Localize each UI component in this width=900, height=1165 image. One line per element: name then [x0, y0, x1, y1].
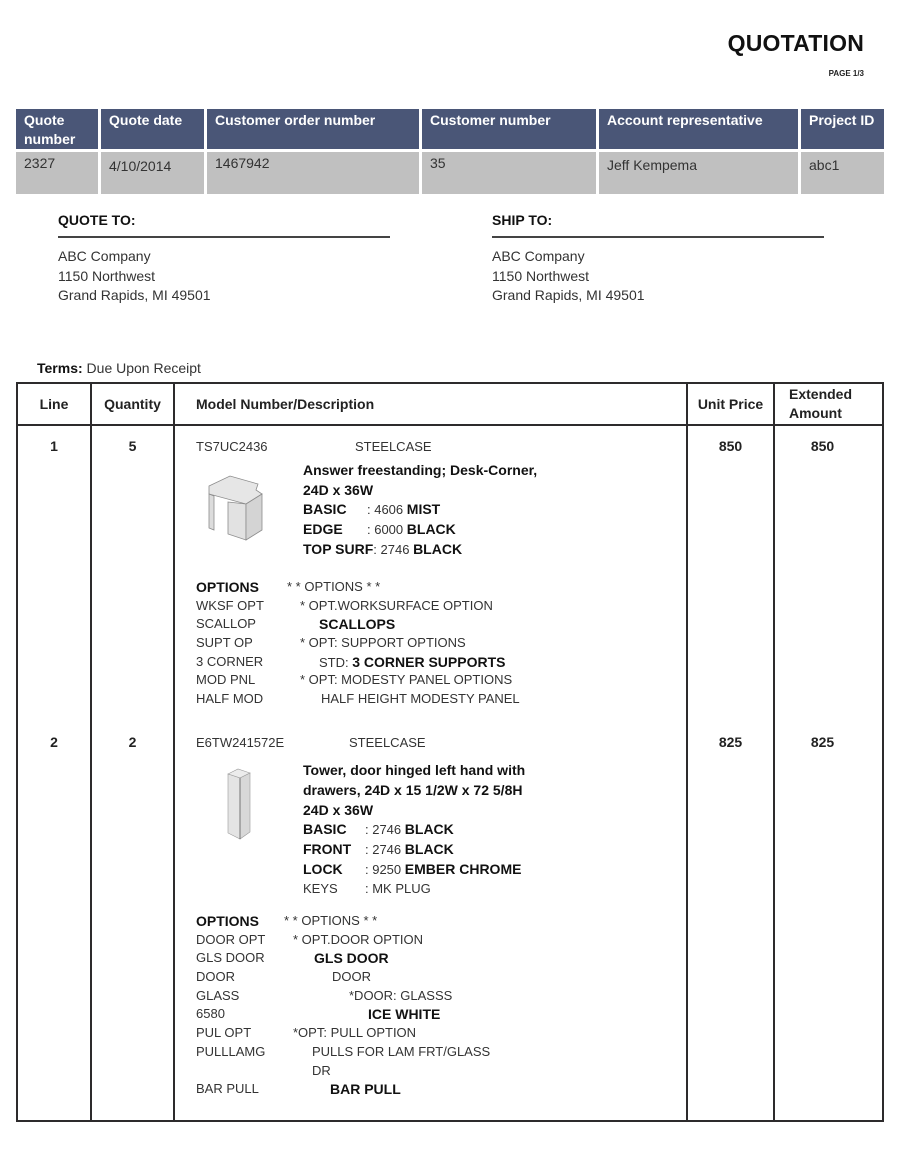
quote-to-address	[58, 238, 390, 306]
option-key: PULLLAMG	[196, 1043, 266, 1059]
option-row	[196, 968, 666, 987]
option-row	[196, 931, 666, 950]
option-key: 6580	[196, 1006, 225, 1022]
option-row	[196, 671, 666, 690]
attribute-key: FRONT	[303, 840, 352, 857]
option-value: * * OPTIONS * *	[287, 579, 381, 594]
attribute-row	[303, 500, 673, 520]
option-row	[196, 653, 666, 672]
quote-to-block	[58, 210, 390, 306]
row-model-number: TS7UC2436	[196, 439, 268, 454]
option-value: HALF HEIGHT MODESTY PANEL	[321, 691, 520, 707]
option-key: BAR PULL	[196, 1081, 259, 1097]
row-quantity: 2	[128, 734, 137, 750]
tower-cabinet-icon	[224, 768, 254, 840]
option-value: * OPT: MODESTY PANEL OPTIONS	[300, 672, 513, 688]
column-divider	[686, 384, 688, 1120]
row-options	[196, 912, 666, 1099]
description-line: 24D x 36W	[303, 802, 374, 818]
column-divider	[773, 384, 775, 1120]
quote-to-company: ABC Company	[58, 248, 151, 264]
description-line: Tower, door hinged left hand with	[303, 762, 526, 778]
option-row	[196, 1043, 666, 1062]
option-value: DOOR	[332, 969, 371, 985]
attribute-value: : 2746 BLACK	[373, 540, 463, 557]
ship-to-label: SHIP TO:	[492, 210, 824, 238]
attribute-value: : 2746 BLACK	[365, 840, 454, 857]
quote-to-city: Grand Rapids, MI 49501	[58, 287, 211, 303]
attribute-row	[303, 520, 673, 540]
option-key: MOD PNL	[196, 672, 256, 688]
header-quote-date: Quote date	[101, 109, 207, 152]
option-value: ICE WHITE	[368, 1006, 441, 1023]
column-header-description: Model Number/Description	[196, 395, 375, 412]
row-quantity: 5	[128, 438, 137, 454]
option-row	[196, 1062, 666, 1081]
header-divider	[18, 424, 882, 426]
option-row	[196, 1024, 666, 1043]
option-key: GLS DOOR	[196, 950, 265, 966]
row-brand: STEELCASE	[349, 735, 426, 750]
terms-label: Terms:	[37, 360, 83, 376]
option-value: * * OPTIONS * *	[284, 913, 378, 928]
payment-terms	[37, 360, 201, 376]
option-value: BAR PULL	[330, 1081, 401, 1098]
description-line: 24D x 36W	[303, 482, 374, 498]
attribute-value: : 4606 MIST	[367, 501, 441, 517]
row-options	[196, 578, 666, 709]
row-unit-price: 825	[718, 734, 743, 750]
row-model-number: E6TW241572E	[196, 735, 285, 750]
ship-to-street: 1150 Northwest	[492, 267, 590, 284]
option-value: * OPT.WORKSURFACE OPTION	[300, 597, 493, 613]
ship-to-address	[492, 238, 824, 306]
attribute-value: : 6000 BLACK	[367, 520, 456, 537]
header-account-representative: Account representative	[599, 109, 801, 152]
option-row	[196, 912, 666, 931]
quote-number-value: 2327	[16, 152, 101, 194]
quote-info-table	[16, 109, 884, 194]
attribute-value: : 9250 EMBER CHROME	[365, 860, 522, 877]
row-extended-amount: 850	[810, 438, 835, 454]
attribute-value: : MK PLUG	[365, 881, 431, 897]
option-value: GLS DOOR	[314, 950, 389, 967]
option-row	[196, 1080, 666, 1099]
row-extended-amount: 825	[810, 734, 835, 750]
document-title: QUOTATION	[727, 30, 864, 56]
terms-value: Due Upon Receipt	[86, 360, 201, 376]
attribute-key: EDGE	[303, 520, 343, 537]
quote-info-header-row	[16, 109, 884, 152]
quote-to-label: QUOTE TO:	[58, 210, 390, 238]
attribute-key: BASIC	[303, 501, 347, 517]
header-customer-order-number: Customer order number	[207, 109, 422, 152]
attribute-row	[303, 820, 673, 840]
header-quote-number: Quote number	[16, 109, 101, 152]
line-items-table	[16, 382, 884, 1122]
option-row	[196, 1005, 666, 1024]
attribute-key: BASIC	[303, 821, 347, 837]
quote-to-street: 1150 Northwest	[58, 267, 156, 284]
attribute-row	[303, 879, 673, 899]
option-value: PULLS FOR LAM FRT/GLASS	[312, 1043, 491, 1059]
column-divider	[90, 384, 92, 1120]
option-row	[196, 578, 666, 597]
option-row	[196, 949, 666, 968]
customer-number-value: 35	[422, 152, 599, 194]
option-key: OPTIONS	[196, 913, 260, 929]
option-value: STD: 3 CORNER SUPPORTS	[319, 653, 506, 670]
account-representative-value: Jeff Kempema	[599, 152, 801, 194]
row-line-number: 2	[50, 734, 58, 750]
option-key: DOOR	[196, 969, 235, 985]
page-number: PAGE 1/3	[828, 69, 864, 78]
customer-order-number-value: 1467942	[207, 152, 422, 194]
option-key: 3 CORNER	[196, 653, 264, 669]
project-id-value: abc1	[801, 152, 884, 194]
row-description	[303, 460, 673, 559]
row-description	[303, 760, 673, 899]
option-key: WKSF OPT	[196, 597, 264, 613]
option-value: *OPT: PULL OPTION	[293, 1025, 417, 1041]
row-unit-price: 850	[718, 438, 743, 454]
attribute-row	[303, 860, 673, 880]
header-customer-number: Customer number	[422, 109, 599, 152]
description-line: drawers, 24D x 15 1/2W x 72 5/8H	[303, 782, 523, 798]
option-key: HALF MOD	[196, 691, 264, 707]
option-value: DR	[312, 1062, 331, 1078]
ship-to-company: ABC Company	[492, 248, 585, 264]
row-brand: STEELCASE	[355, 439, 432, 454]
option-key: SCALLOP	[196, 616, 256, 632]
ship-to-city: Grand Rapids, MI 49501	[492, 287, 645, 303]
attribute-key: KEYS	[303, 881, 338, 897]
option-row	[196, 634, 666, 653]
attribute-key: LOCK	[303, 860, 343, 877]
description-line: Answer freestanding; Desk-Corner,	[303, 462, 538, 478]
option-key: SUPT OP	[196, 635, 253, 651]
option-key: OPTIONS	[196, 579, 260, 595]
header-project-id: Project ID	[801, 109, 884, 152]
row-line-number: 1	[50, 438, 58, 454]
option-row	[196, 690, 666, 709]
option-key: DOOR OPT	[196, 931, 266, 947]
column-header-extended-amount: Extended Amount	[789, 386, 853, 421]
option-key: GLASS	[196, 987, 240, 1003]
attribute-row	[303, 840, 673, 860]
attribute-value: : 2746 BLACK	[365, 821, 454, 837]
column-divider	[173, 384, 175, 1120]
corner-desk-icon	[206, 474, 268, 542]
option-value: SCALLOPS	[319, 616, 396, 633]
quote-date-value: 4/10/2014	[101, 152, 207, 194]
option-key: PUL OPT	[196, 1025, 252, 1041]
option-row	[196, 615, 666, 634]
column-header-line: Line	[39, 395, 69, 412]
option-row	[196, 987, 666, 1006]
option-value: *DOOR: GLASSS	[349, 987, 453, 1003]
ship-to-block	[492, 210, 824, 306]
column-header-unit-price: Unit Price	[697, 395, 764, 412]
column-header-quantity: Quantity	[104, 395, 161, 412]
attribute-key: TOP SURF	[303, 540, 374, 557]
quote-info-value-row	[16, 152, 884, 194]
option-row	[196, 597, 666, 616]
option-value: * OPT: SUPPORT OPTIONS	[300, 635, 466, 651]
attribute-row	[303, 540, 673, 560]
option-value: * OPT.DOOR OPTION	[293, 931, 424, 947]
